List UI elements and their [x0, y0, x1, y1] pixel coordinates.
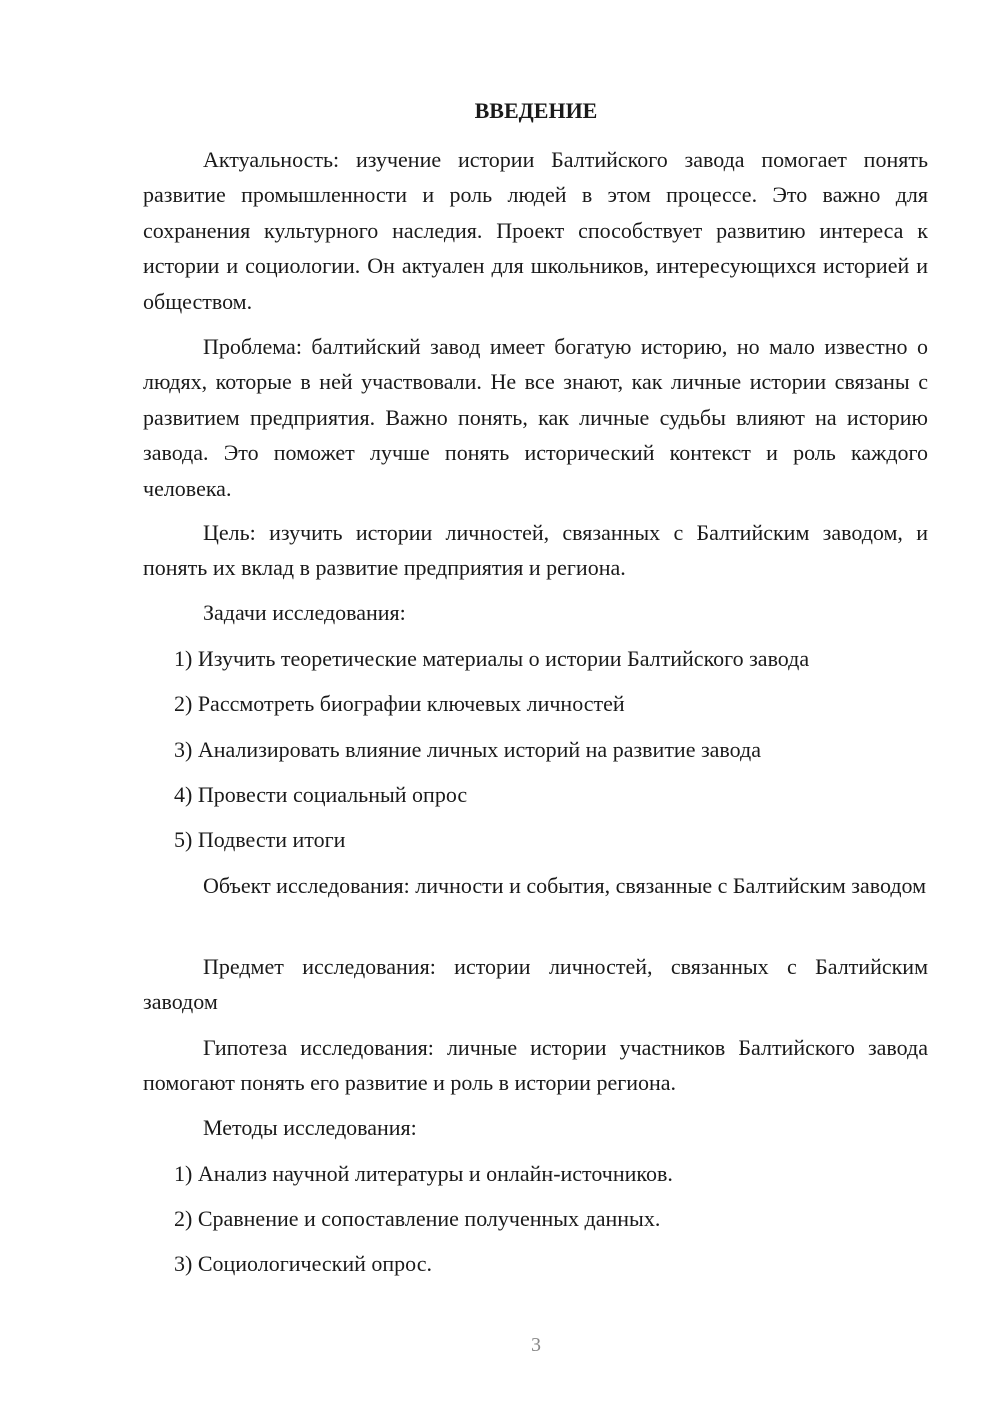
list-item: 2) Сравнение и сопоставление полученных данных. — [174, 1206, 661, 1231]
tasks-title: Задачи исследования: — [203, 600, 406, 625]
list-item: 1) Изучить теоретические материалы о истории Балтийского завода — [174, 646, 810, 671]
list-item: 5) Подвести итоги — [174, 827, 346, 852]
hypothesis-paragraph: Гипотеза исследования: личные истории участников Балтийского завода помогают понять его развитие и роль в истории региона. — [143, 1035, 928, 1096]
object-paragraph: Объект исследования: личности и события, связанные с Балтийским заводом — [203, 873, 927, 898]
page-number: 3 — [531, 1334, 541, 1356]
problem-paragraph: Проблема: балтийский завод имеет богатую историю, но мало известно о людях, которые в ней участвовали. Не все знают, как личные истории связаны с развитием предприятия. Важно понять, как личные судьбы влияют на историю завода. Это поможет лучше понять исторический контекст и роль каждого человека. — [143, 334, 928, 501]
list-item: 3) Социологический опрос. — [174, 1251, 432, 1276]
goal-paragraph: Цель: изучить истории личностей, связанных с Балтийским заводом, и понять их вклад в развитие предприятия и региона. — [143, 520, 928, 581]
list-item: 1) Анализ научной литературы и онлайн-источников. — [174, 1161, 673, 1186]
relevance-paragraph: Актуальность: изучение истории Балтийского завода помогает понять развитие промышленности и роль людей в этом процессе. Это важно для сохранения культурного наследия. Проект способствует развитию интереса к истории и социологии. Он актуален для школьников, интересующихся историей и обществом. — [143, 147, 928, 314]
list-item: 3) Анализировать влияние личных историй на развитие завода — [174, 737, 761, 762]
list-item: 4) Провести социальный опрос — [174, 782, 468, 807]
page-title: ВВЕДЕНИЕ — [474, 98, 598, 123]
methods-title: Методы исследования: — [203, 1115, 417, 1140]
subject-paragraph: Предмет исследования: истории личностей, связанных с Балтийским заводом — [143, 954, 928, 1015]
list-item: 2) Рассмотреть биографии ключевых личностей — [174, 691, 625, 716]
